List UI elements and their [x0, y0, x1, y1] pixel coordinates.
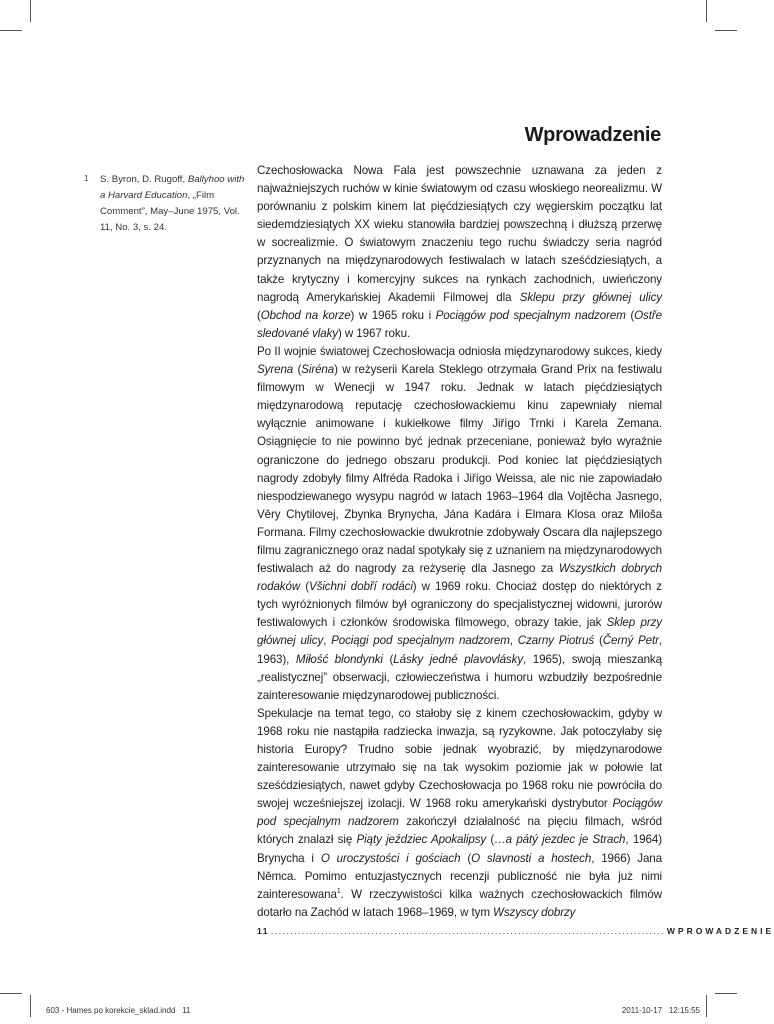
paragraph-text: Po II wojnie światowej Czechosłowacja odniosła międzynarodowy sukces, kiedy	[257, 344, 662, 358]
paragraph-text: (	[382, 652, 394, 666]
crop-mark-bottom-left-h	[0, 993, 22, 994]
print-slug-date: 2011-10-17 12:15:55	[621, 1006, 700, 1015]
paragraph-text: (	[486, 833, 495, 847]
paragraph-text: Czechosłowacka Nowa Fala jest powszechnie uznawana za jeden z najważniejszych ruchów w kinie światowym od czasu włoskiego neorealizmu. W porównaniu z polskim kinem lat pięćdziesiątych czy węgierskim początku lat siedemdziesiątych XX wieku stanowiła bardziej powszechną i dłuższą przerwę w socrealizmie. O światowym znaczeniu tego ruchu świadczy seria nagród przyznanych na międzynarodowych festiwalach w latach sześćdziesiątych, a także krytyczny i komercyjny sukces na rynkach zachodnich, uwieńczony nagrodą Amerykańskiej Akademii Filmowej dla	[257, 164, 662, 304]
crop-mark-bottom-right-h	[715, 993, 737, 994]
paragraph-italic-title: …a pátý jezdec je Strach	[494, 833, 626, 847]
paragraph	[257, 162, 662, 343]
paragraph-text: ,	[323, 634, 332, 648]
paragraph-italic-title: Wszystkich dobrych rodaków	[257, 562, 663, 594]
page-number: 11	[257, 926, 269, 936]
paragraph-text: (	[594, 634, 603, 648]
paragraph-italic-title: Všichni dobří rodáci	[309, 580, 413, 594]
paragraph-text: , 1964) Brynycha i	[257, 833, 662, 865]
running-footer	[257, 926, 774, 936]
footnote	[84, 172, 249, 236]
paragraph-text: (	[257, 308, 261, 322]
footnote-italic-title: Ballyhoo with a Harvard Education	[100, 174, 245, 201]
paragraph-text: ) w 1969 roku. Chociaż dostęp do niektórych z tych wyróżnionych filmów był ograniczony do specjalistycznej widowni, jurorów festiwalowych i członków środowiska filmowego, obrazy takie, jak	[257, 580, 662, 630]
paragraph-text: ) w reżyserii Karela Steklego otrzymała Grand Prix na festiwalu filmowym w Wenecji w 1947 roku. Jednak w latach pięćdziesiątych międzynarodową reputację czechosłowackiemu kinu zapewniały niemal wyłącznie animowane i kukiełkowe filmy Jiřígo Trnki i Karela Zemana. Osiągnięcie to nie powinno być jednak przeceniane, ponieważ było wyraźnie ograniczone do jednego obszaru produkcji. Pod koniec lat pięćdziesiątych nagrody zdobyły filmy Alfréda Radoka i Jiřígo Weissa, ale nic nie zapowiadało niespodziewanego wysypu nagród w latach 1963–1964 dla Vojtěcha Jasnego, Věry Chytilovej, Zbynka Brynycha, Jána Kadára i Elmara Klosa oraz Miloša Formana. Filmy czechosłowackie dwukrotnie zdobywały Oscara dla najlepszego filmu zagranicznego oraz nadal spotykały się z uznaniem na międzynarodowych festiwalach aż do nagrody za reżyserię dla Jasnego za	[257, 363, 662, 576]
paragraph-italic-title: Sklepu przy głównej ulicy	[519, 290, 662, 304]
paragraph-text: ) w 1967 roku.	[338, 326, 411, 340]
paragraph-text: (	[300, 580, 309, 594]
paragraph-italic-title: Piąty jeździec Apokalipsy	[356, 833, 487, 847]
paragraph-italic-title: Lásky jedné plavovlásky	[393, 652, 524, 666]
paragraph-italic-title: Obchod na korze	[260, 308, 351, 322]
footnote-text: , „Film Comment”, May–June 1975, Vol. 11, No. 3, s. 24.	[100, 190, 240, 233]
footnote-text	[100, 172, 249, 236]
paragraph-text: , 1966) Jana Němca. Pomimo entuzjastycznych recenzji publiczność nie była już nimi zainteresowana	[257, 851, 662, 901]
crop-mark-top-left-h	[0, 30, 22, 31]
paragraph-italic-title: Siréna	[301, 363, 335, 377]
chapter-title: Wprowadzenie	[524, 124, 661, 146]
crop-mark-top-left	[30, 0, 31, 22]
footnote-text: S. Byron, D. Rugoff,	[100, 174, 188, 185]
paragraph-italic-title: Sklep przy głównej ulicy	[257, 616, 662, 648]
paragraph-text: ,	[509, 634, 518, 648]
paragraph-italic-title: Černý Petr	[602, 634, 659, 648]
paragraph-text: (	[625, 308, 635, 322]
paragraph-italic-title: Syrena	[257, 363, 294, 377]
paragraph-italic-title: Miłość blondynki	[295, 652, 383, 666]
footnote-number: 1	[84, 174, 89, 183]
paragraph-italic-title: Wszyscy dobrzy	[493, 905, 576, 919]
paragraph-italic-title: Ostře sledované vlaky	[257, 308, 662, 340]
paragraph-text: Spekulacje na temat tego, co stałoby się z kinem czechosłowackim, gdyby w 1968 roku nie nastąpiła radziecka inwazja, są ryzykowne. Jak potoczyłaby się historia Europy? Trudno sobie jednak wyobrazić, by międzynarodowe zainteresowanie utrzymało się na tak wysokim poziomie jak w połowie lat sześćdziesiątych, nawet gdyby Czechosłowacja po 1968 roku nie powróciła do swojej wcześniejszej izolacji. W 1968 roku amerykański dystrybutor	[257, 706, 662, 811]
paragraph-text: . W rzeczywistości kilka ważnych czechosłowackich filmów dotarło na Zachód w latach 1968–1969, w tym	[257, 887, 662, 919]
paragraph-text: , 1965), swoją mieszanką „realistycznej” obserwacji, człowieczeństwa i humoru wzbudziły bezpośrednie zainteresowanie międzynarodowej publiczności.	[257, 652, 662, 702]
paragraph-text: , 1963),	[257, 634, 662, 666]
paragraph-italic-title: Pociągów pod specjalnym nadzorem	[257, 797, 662, 829]
crop-mark-top-right	[706, 0, 707, 22]
leader-dots: ......................................................................................................	[271, 926, 665, 936]
paragraph-italic-title: O uroczystości i gościach	[320, 851, 461, 865]
running-title: WPROWADZENIE	[666, 926, 774, 936]
paragraph-text: zakończył działalność na pięciu filmach, wśród których znalazł się	[257, 815, 662, 847]
body-text	[257, 162, 662, 922]
paragraph-italic-title: O slavnosti a hostech	[471, 851, 592, 865]
paragraph-text: (	[460, 851, 472, 865]
crop-mark-top-right-h	[715, 30, 737, 31]
paragraph-italic-title: Czarny Piotruś	[517, 634, 595, 648]
paragraph-italic-title: Pociągów pod specjalnym nadzorem	[435, 308, 626, 322]
paragraph	[257, 343, 662, 705]
paragraph-text: (	[293, 363, 302, 377]
paragraph-footnote-ref: 1	[336, 887, 341, 895]
paragraph	[257, 705, 662, 922]
crop-mark-bottom-right	[706, 995, 707, 1017]
paragraph-text: ) w 1965 roku i	[350, 308, 436, 322]
crop-mark-bottom-left	[30, 995, 31, 1017]
print-slug-file: 603 - Hames po korekcie_sklad.indd 11	[46, 1006, 191, 1015]
paragraph-italic-title: Pociągi pod specjalnym nadzorem	[331, 634, 510, 648]
